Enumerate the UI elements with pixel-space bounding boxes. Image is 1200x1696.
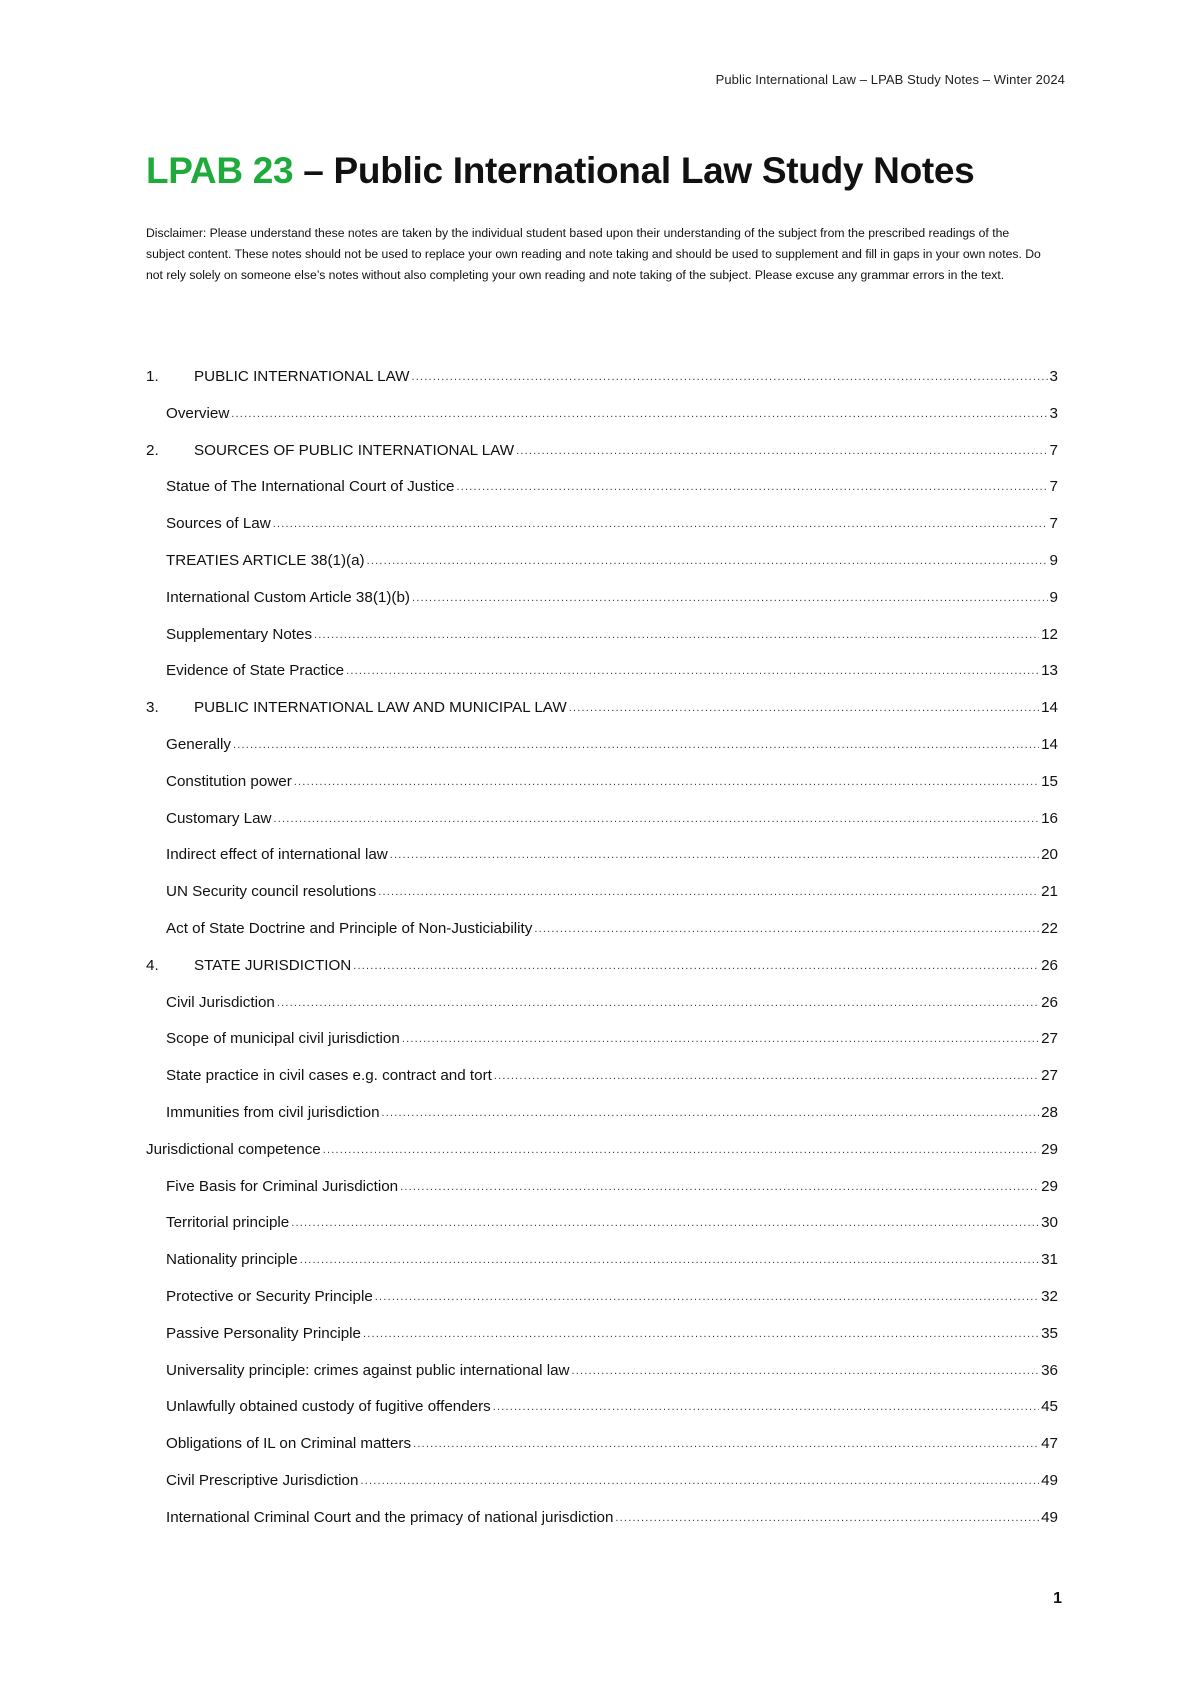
toc-entry-page[interactable]: 14 [1041,735,1058,753]
toc-entry[interactable] [146,1211,1058,1248]
table-of-contents [146,365,1058,1543]
toc-entry-label[interactable]: Generally [166,735,231,753]
toc-entry[interactable] [146,402,1058,439]
toc-entry-label[interactable]: PUBLIC INTERNATIONAL LAW [194,368,410,385]
toc-dot-leader [493,1395,1039,1419]
toc-entry-page[interactable]: 20 [1041,846,1058,864]
toc-entry[interactable] [146,1248,1058,1285]
toc-dot-leader [294,770,1039,794]
toc-entry-page[interactable]: 3 [1049,368,1058,385]
toc-dot-leader [572,1359,1040,1383]
toc-entry-label[interactable]: Evidence of State Practice [166,662,345,680]
toc-dot-leader [534,917,1039,941]
toc-dot-leader [569,696,1039,720]
toc-entry-page[interactable]: 27 [1041,1067,1058,1085]
toc-entry-label[interactable]: Customary Law [166,809,272,827]
toc-entry[interactable] [146,733,1058,770]
toc-entry[interactable] [146,1469,1058,1506]
toc-dot-leader [402,1027,1039,1051]
toc-entry[interactable] [146,439,1058,476]
toc-entry-label[interactable]: Overview [166,404,230,422]
document-title [146,150,974,192]
toc-entry-page[interactable]: 49 [1041,1471,1058,1489]
toc-entry-page[interactable]: 3 [1049,404,1058,422]
toc-entry-label[interactable]: Five Basis for Criminal Jurisdiction [166,1177,399,1195]
toc-dot-leader [277,991,1039,1015]
toc-entry[interactable] [146,880,1058,917]
toc-entry-label[interactable]: Civil Prescriptive Jurisdiction [166,1471,359,1489]
toc-entry-label[interactable]: State practice in civil cases e.g. contract and tort [166,1067,492,1085]
toc-entry[interactable] [146,1027,1058,1064]
toc-entry-label[interactable]: STATE JURISDICTION [194,956,352,974]
toc-entry-number: 1. [146,368,159,385]
toc-dot-leader [346,659,1039,683]
toc-entry[interactable] [146,1395,1058,1432]
toc-dot-leader [400,1175,1039,1199]
disclaimer: Disclaimer: Please understand these notes are taken by the individual student based upon their understanding of the subject from the prescribed readings of the subject content. These notes should not be used to replace your own reading and note taking and should be used to supplement and fill in gaps in your own notes. Do not rely solely on someone else’s notes without also completing your own reading and note taking of the subject. Please excuse any grammar errors in the text. [146,226,1041,282]
toc-entry-page[interactable]: 47 [1041,1435,1058,1453]
toc-entry[interactable] [146,475,1058,512]
toc-entry-label[interactable]: Protective or Security Principle [166,1287,373,1305]
toc-entry-label[interactable]: Immunities from civil jurisdiction [166,1103,380,1121]
toc-dot-leader [273,512,1048,536]
toc-entry-label[interactable]: TREATIES ARTICLE 38(1)(a) [166,551,365,569]
toc-entry-page[interactable]: 31 [1041,1251,1058,1269]
toc-entry-page[interactable]: 29 [1041,1177,1058,1195]
toc-entry-label[interactable]: Sources of Law [166,515,271,533]
toc-entry[interactable] [146,1359,1058,1396]
toc-entry[interactable] [146,843,1058,880]
toc-dot-leader [378,880,1039,904]
toc-entry-page[interactable]: 26 [1041,993,1058,1011]
toc-entry[interactable] [146,1322,1058,1359]
toc-entry[interactable] [146,807,1058,844]
toc-dot-leader [314,623,1039,647]
toc-entry[interactable] [146,1285,1058,1322]
running-header: Public International Law – LPAB Study Notes – Winter 2024 [715,72,1065,87]
toc-entry-page[interactable]: 27 [1041,1030,1058,1048]
toc-entry[interactable] [146,1101,1058,1138]
toc-entry-page[interactable]: 9 [1049,588,1058,606]
toc-entry-page[interactable]: 36 [1041,1361,1058,1379]
toc-dot-leader [413,1432,1039,1456]
toc-dot-leader [494,1064,1039,1088]
toc-entry[interactable] [146,659,1058,696]
toc-dot-leader [456,475,1047,499]
toc-entry-label[interactable]: Territorial principle [166,1214,290,1232]
toc-entry-label[interactable]: SOURCES OF PUBLIC INTERNATIONAL LAW [194,441,515,459]
toc-entry[interactable] [146,1175,1058,1212]
toc-entry-page[interactable]: 26 [1041,956,1058,974]
toc-entry[interactable] [146,954,1058,991]
toc-entry-page[interactable]: 30 [1041,1214,1058,1232]
toc-entry[interactable] [146,696,1058,733]
toc-entry-page[interactable]: 49 [1041,1508,1058,1526]
toc-entry-label[interactable]: Obligations of IL on Criminal matters [166,1435,412,1453]
toc-entry-page[interactable]: 12 [1041,625,1058,643]
toc-entry-label[interactable]: Constitution power [166,772,292,790]
toc-entry-number: 3. [146,699,159,717]
toc-entry-label[interactable]: PUBLIC INTERNATIONAL LAW AND MUNICIPAL LAW [194,699,567,717]
toc-entry-label[interactable]: Indirect effect of international law [166,846,388,864]
toc-entry-page[interactable]: 45 [1041,1398,1058,1416]
page-number: 1 [1053,1590,1062,1607]
toc-entry-label[interactable]: Supplementary Notes [166,625,313,643]
toc-entry-page[interactable]: 7 [1049,515,1058,533]
toc-dot-leader [360,1469,1039,1493]
toc-dot-leader [375,1285,1039,1309]
toc-entry-page[interactable]: 7 [1049,441,1058,459]
toc-entry[interactable] [146,365,1058,402]
toc-entry[interactable] [146,770,1058,807]
toc-entry[interactable] [146,623,1058,660]
toc-entry[interactable] [146,512,1058,549]
toc-dot-leader [363,1322,1039,1346]
toc-entry-label[interactable]: Civil Jurisdiction [166,993,275,1011]
toc-entry-label[interactable]: Scope of municipal civil jurisdiction [166,1030,400,1048]
toc-entry-page[interactable]: 35 [1041,1324,1058,1342]
title-rest: – Public International Law Study Notes [293,150,975,191]
toc-entry-label[interactable]: Passive Personality Principle [166,1324,361,1342]
toc-entry-page[interactable]: 22 [1041,919,1058,937]
toc-dot-leader [412,586,1048,610]
toc-dot-leader [390,843,1039,867]
toc-entry-page[interactable]: 16 [1041,809,1058,827]
toc-entry[interactable] [146,1064,1058,1101]
toc-dot-leader [231,402,1047,426]
toc-entry-label[interactable]: UN Security council resolutions [166,883,377,901]
toc-entry-label[interactable]: Jurisdictional competence [146,1140,321,1158]
toc-entry[interactable] [146,991,1058,1028]
toc-entry-page[interactable]: 7 [1049,478,1058,496]
toc-dot-leader [615,1506,1039,1530]
title-accent: LPAB 23 [146,150,294,191]
toc-dot-leader [323,1138,1039,1162]
toc-entry-page[interactable]: 9 [1049,551,1058,569]
toc-dot-leader [411,365,1047,389]
toc-dot-leader [233,733,1039,757]
toc-entry-page[interactable]: 15 [1041,772,1058,790]
toc-entry-page[interactable]: 29 [1041,1140,1058,1158]
toc-entry[interactable] [146,586,1058,623]
toc-entry-label[interactable]: International Custom Article 38(1)(b) [166,588,410,606]
toc-entry-page[interactable]: 32 [1041,1287,1058,1305]
toc-entry-label[interactable]: International Criminal Court and the primacy of national jurisdiction [166,1508,614,1526]
toc-dot-leader [516,439,1047,463]
toc-dot-leader [367,549,1048,573]
toc-entry-number: 4. [146,956,159,974]
toc-entry-label[interactable]: Unlawfully obtained custody of fugitive offenders [166,1398,491,1416]
toc-entry-label[interactable]: Statue of The International Court of Justice [166,478,455,496]
toc-entry[interactable] [146,549,1058,586]
toc-entry-page[interactable]: 28 [1041,1103,1058,1121]
toc-dot-leader [353,954,1039,978]
toc-entry-label[interactable]: Act of State Doctrine and Principle of Non-Justiciability [166,919,533,937]
toc-entry[interactable] [146,1506,1058,1543]
toc-dot-leader [291,1211,1039,1235]
toc-entry-label[interactable]: Universality principle: crimes against public international law [166,1361,570,1379]
toc-dot-leader [274,807,1040,831]
toc-entry-page[interactable]: 14 [1041,699,1058,717]
toc-dot-leader [300,1248,1039,1272]
toc-entry[interactable] [146,917,1058,954]
toc-entry-label[interactable]: Nationality principle [166,1251,298,1269]
toc-entry[interactable] [146,1432,1058,1469]
toc-entry-page[interactable]: 13 [1041,662,1058,680]
toc-entry-page[interactable]: 21 [1041,883,1058,901]
toc-dot-leader [382,1101,1040,1125]
toc-entry-number: 2. [146,441,159,459]
toc-entry[interactable] [146,1138,1058,1175]
